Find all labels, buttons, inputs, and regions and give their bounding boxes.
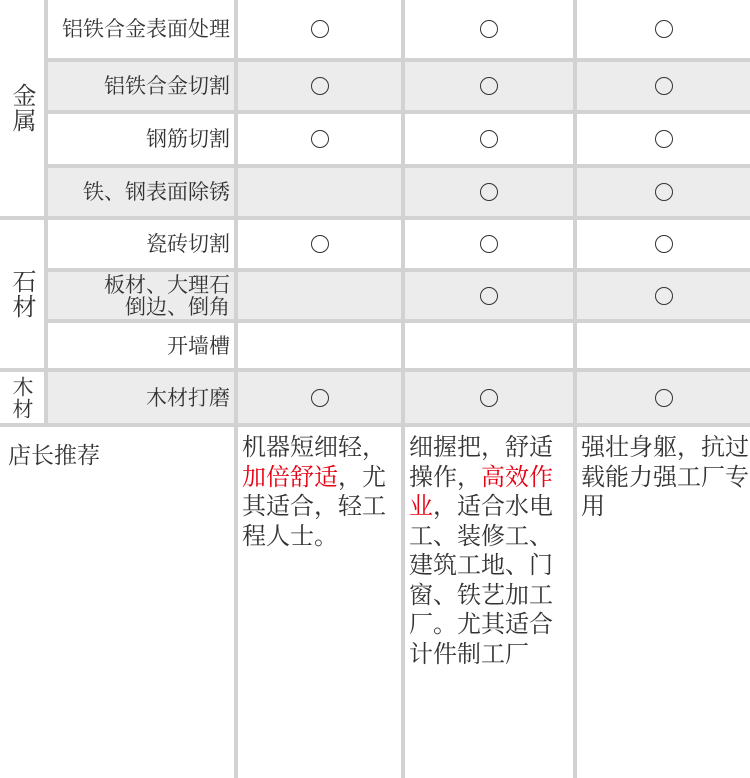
row-label-text: 板材、大理石 倒边、倒角 [104, 272, 230, 319]
row-label [48, 216, 238, 268]
circle-mark-icon [655, 235, 673, 253]
row-label [48, 58, 238, 110]
table-cell [577, 216, 750, 268]
table-cell [577, 58, 750, 110]
row-label [48, 0, 238, 58]
row-label [48, 368, 238, 423]
recommend-text: 强壮身躯，抗过载能力强工厂专用 [581, 433, 749, 520]
table-cell [577, 319, 750, 368]
recommend-title-cell [0, 423, 238, 778]
row-label [48, 268, 238, 319]
circle-mark-icon [480, 287, 498, 305]
table-cell [577, 164, 750, 216]
row-label-text: 开墙槽 [167, 333, 230, 358]
recommend-highlight: 高效作业 [409, 462, 553, 520]
table-cell [577, 368, 750, 423]
table-cell [238, 58, 405, 110]
row-label-text: 钢筋切割 [146, 127, 230, 151]
circle-mark-icon [655, 389, 673, 407]
table-cell [577, 0, 750, 58]
recommend-text: 机器短细轻， [242, 433, 386, 461]
circle-mark-icon [480, 235, 498, 253]
table-cell [238, 216, 405, 268]
recommend-highlight: 加倍舒适 [242, 462, 338, 491]
table-cell [238, 164, 405, 216]
row-label-text: 铝铁合金表面处理 [62, 17, 230, 41]
table-cell [238, 268, 405, 319]
recommend-text: ， [433, 492, 457, 520]
row-label [48, 164, 238, 216]
table-cell [405, 368, 577, 423]
recommend-col-3 [577, 423, 750, 778]
category-stone [0, 216, 48, 368]
table-cell [238, 110, 405, 164]
circle-mark-icon [480, 389, 498, 407]
circle-mark-icon [311, 130, 329, 148]
circle-mark-icon [480, 20, 498, 38]
category-stone-label: 石材 [8, 269, 36, 319]
circle-mark-icon [311, 235, 329, 253]
table-cell [405, 216, 577, 268]
recommend-col-1 [238, 423, 405, 778]
row-label [48, 319, 238, 368]
circle-mark-icon [311, 77, 329, 95]
table-cell [238, 368, 405, 423]
recommend-text: 尤其适合，轻工程人士。 [242, 462, 386, 550]
row-label [48, 110, 238, 164]
table-cell [238, 319, 405, 368]
circle-mark-icon [655, 183, 673, 201]
row-label-text: 瓷砖切割 [146, 232, 230, 256]
recommend-text: 适合水电工、装修工、建筑工地、门窗、铁艺加工厂。尤其适合计件制工厂 [409, 492, 553, 668]
row-label-text: 铝铁合金切割 [104, 74, 230, 98]
category-wood [0, 368, 48, 423]
recommend-title: 店长推荐 [8, 443, 100, 469]
table-cell [405, 110, 577, 164]
table-cell [577, 268, 750, 319]
category-metal [0, 0, 48, 216]
circle-mark-icon [311, 389, 329, 407]
table-cell [238, 0, 405, 58]
row-label-text: 铁、钢表面除锈 [83, 180, 230, 204]
circle-mark-icon [480, 183, 498, 201]
row-label-text: 木材打磨 [146, 385, 230, 410]
table-cell [405, 58, 577, 110]
table-cell [405, 319, 577, 368]
circle-mark-icon [655, 20, 673, 38]
table-cell [405, 164, 577, 216]
circle-mark-icon [480, 77, 498, 95]
circle-mark-icon [655, 287, 673, 305]
recommend-col-2 [405, 423, 577, 778]
category-metal-label: 金属 [8, 83, 36, 133]
table-cell [577, 110, 750, 164]
circle-mark-icon [311, 20, 329, 38]
recommend-text: ， [338, 462, 362, 491]
circle-mark-icon [655, 77, 673, 95]
category-wood-label: 木材 [10, 375, 34, 420]
circle-mark-icon [480, 130, 498, 148]
recommend-text: 细握把，舒适操作， [409, 433, 553, 491]
table-cell [405, 268, 577, 319]
circle-mark-icon [655, 130, 673, 148]
table-cell [405, 0, 577, 58]
